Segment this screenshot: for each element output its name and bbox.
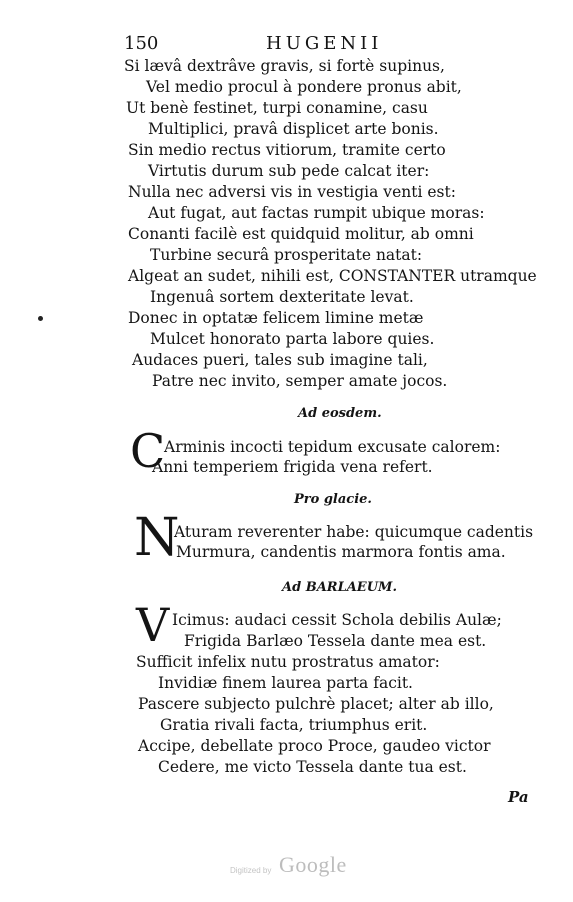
poem-title: Ad eosdem. [298,406,382,421]
verse-line: Vel medio procul à pondere pronus abit, [146,78,462,96]
verse-line: Multiplici, pravâ displicet arte bonis. [148,120,439,138]
poem-title: Pro glacie. [294,492,372,507]
verse-line: Donec in optatæ felicem limine metæ [128,309,424,327]
verse-line: Frigida Barlæo Tessela dante mea est. [184,632,487,650]
drop-cap: C [130,424,166,478]
verse-line: Ut benè festinet, turpi conamine, casu [126,99,428,117]
catchword: Pa [508,788,529,806]
verse-line: Aturam reverenter habe: quicumque cadentis [174,523,534,541]
ink-speck [38,316,43,321]
verse-line: Sufficit infelix nutu prostratus amator: [136,653,440,671]
verse-line: Nulla nec adversi vis in vestigia venti est: [128,183,456,201]
verse-line: Virtutis durum sub pede calcat iter: [148,162,430,180]
verse-line: Arminis incocti tepidum excusate calorem: [164,438,501,456]
verse-line: Aut fugat, aut factas rumpit ubique moras: [148,204,485,222]
verse-line: Turbine securâ prosperitate natat: [150,246,423,264]
verse-line: Accipe, debellate proco Proce, gaudeo victor [138,737,491,755]
verse-line: Conanti facilè est quidquid molitur, ab omni [128,225,474,243]
verse-line: Algeat an sudet, nihili est, CONSTANTER utramque [128,267,537,285]
verse-line: Icimus: audaci cessit Schola debilis Aulæ; [172,611,502,629]
verse-line: Sin medio rectus vitiorum, tramite certo [128,141,446,159]
verse-line: Patre nec invito, semper amate jocos. [152,372,448,390]
page-number: 150 [124,33,159,54]
verse-line: Murmura, candentis marmora fontis ama. [176,543,506,561]
verse-line: Si lævâ dextrâve gravis, si fortè supinus, [124,57,445,75]
running-title: HUGENII [266,33,383,54]
drop-cap: N [134,508,180,568]
verse-line: Gratia rivali facta, triumphus erit. [160,716,428,734]
digitized-by-label: Digitized by [230,866,272,875]
verse-line: Audaces pueri, tales sub imagine tali, [132,351,428,369]
verse-line: Mulcet honorato parta labore quies. [150,330,435,348]
google-logo-watermark: Google [279,852,347,877]
verse-line: Anni temperiem frigida vena refert. [152,458,433,476]
verse-line: Invidiæ finem laurea parta facit. [158,674,413,692]
verse-line: Pascere subjecto pulchrè placet; alter ab illo, [138,695,494,713]
drop-cap: V [136,598,170,652]
verse-line: Cedere, me victo Tessela dante tua est. [158,758,467,776]
poem-title: Ad BARLAEUM. [282,580,397,595]
verse-line: Ingenuâ sortem dexteritate levat. [150,288,414,306]
